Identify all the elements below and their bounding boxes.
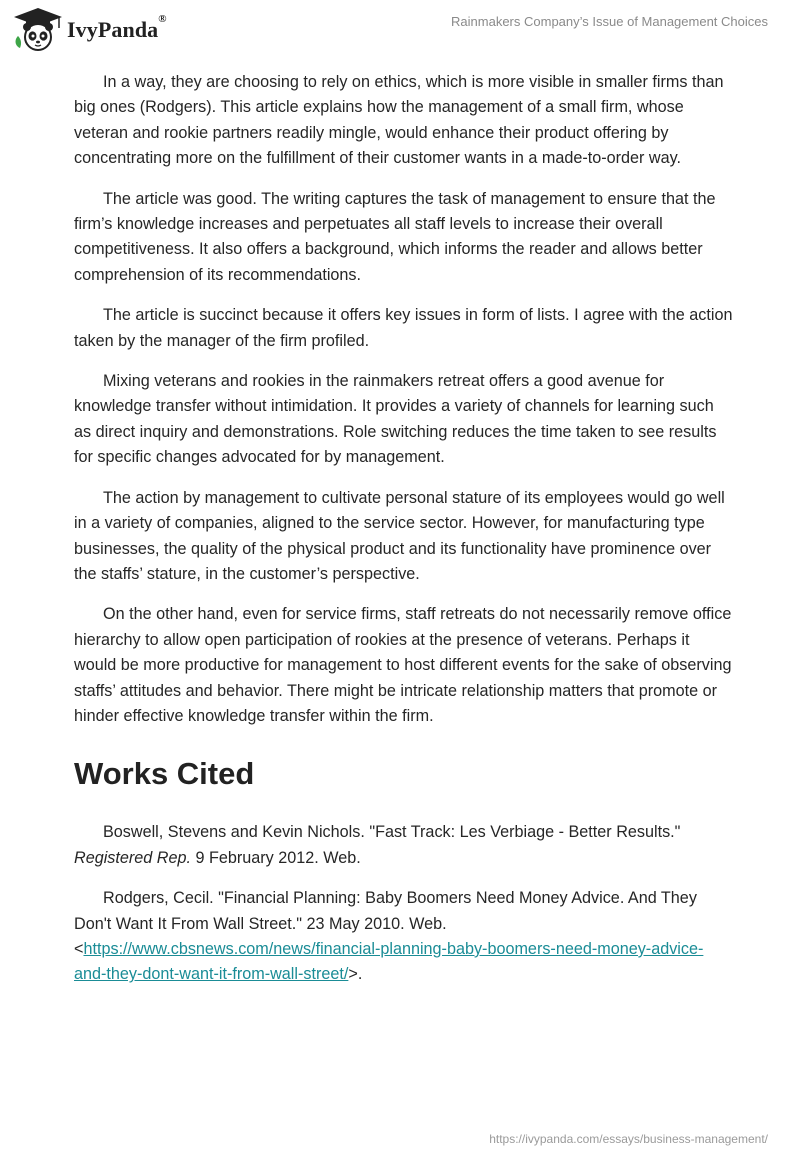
citation-boswell bbox=[74, 820, 734, 871]
citation-rodgers bbox=[74, 886, 734, 988]
body-paragraph-4: Mixing veterans and rookies in the rainmakers retreat offers a good avenue for knowledge transfer without intimidation. It provides a variety of channels for learning such as direct inquiry and demonstrations. Role switching reduces the time taken to see results for specific changes advocated for by management. bbox=[74, 372, 717, 467]
ivypanda-logo[interactable] bbox=[12, 6, 167, 54]
body-paragraph-3: The article is succinct because it offers key issues in form of lists. I agree with the action taken by the manager of the firm profiled. bbox=[74, 306, 733, 350]
citation-rodgers-text: Rodgers, Cecil. "Financial Planning: Baby Boomers Need Money Advice. And They Don't Want It From Wall Street." 23 May 2010. Web. < bbox=[74, 889, 697, 958]
body-paragraph-1: In a way, they are choosing to rely on ethics, which is more visible in smaller firms than big ones (Rodgers). This article explains how the management of a small firm, whose veteran and rookie partners readily mingle, would enhance their product offering by concentrating more on the fulfillment of their customer wants in a made-to-order way. bbox=[74, 73, 724, 168]
body-paragraph-2: The article was good. The writing captures the task of management to ensure that the firm’s knowledge increases and perpetuates all staff levels to increase their overall competitiveness. It also offers a background, which informs the reader and allows better comprehension of its recommendations. bbox=[74, 189, 716, 284]
citation-boswell-tail: 9 February 2012. Web. bbox=[190, 848, 361, 867]
panda-graduate-icon bbox=[12, 6, 64, 54]
citation-boswell-text: Boswell, Stevens and Kevin Nichols. "Fast Track: Les Verbiage - Better Results." bbox=[103, 823, 681, 842]
body-paragraph-6: On the other hand, even for service firms, staff retreats do not necessarily remove office hierarchy to allow open participation of rookies at the presence of veterans. Perhaps it would be more productive for management to host different events for the sake of observing staffs’ attitudes and behavior. There might be intricate relationship matters that promote or hinder effective knowledge transfer within the firm. bbox=[74, 605, 732, 725]
logo-wordmark: IvyPanda® bbox=[67, 13, 167, 42]
citation-boswell-journal: Registered Rep. bbox=[74, 848, 191, 867]
citation-rodgers-tail: >. bbox=[348, 965, 363, 984]
registered-mark: ® bbox=[158, 13, 167, 25]
document-title: Rainmakers Company’s Issue of Management Choices bbox=[451, 14, 768, 29]
page-header bbox=[0, 0, 800, 64]
body-paragraph-5: The action by management to cultivate personal stature of its employees would go well in a variety of companies, aligned to the service sector. However, for manufacturing type businesses, the quality of the physical product and its functionality have prominence over the staffs’ stature, in the customer’s perspective. bbox=[74, 488, 725, 583]
works-cited-heading: Works Cited bbox=[74, 756, 255, 792]
citation-rodgers-link[interactable]: https://www.cbsnews.com/news/financial-planning-baby-boomers-need-money-advice-and-they-dont-want-it-from-wall-street/ bbox=[74, 939, 704, 984]
footer-source-url[interactable]: https://ivypanda.com/essays/business-management/ bbox=[489, 1132, 768, 1146]
essay-content bbox=[74, 70, 734, 1003]
